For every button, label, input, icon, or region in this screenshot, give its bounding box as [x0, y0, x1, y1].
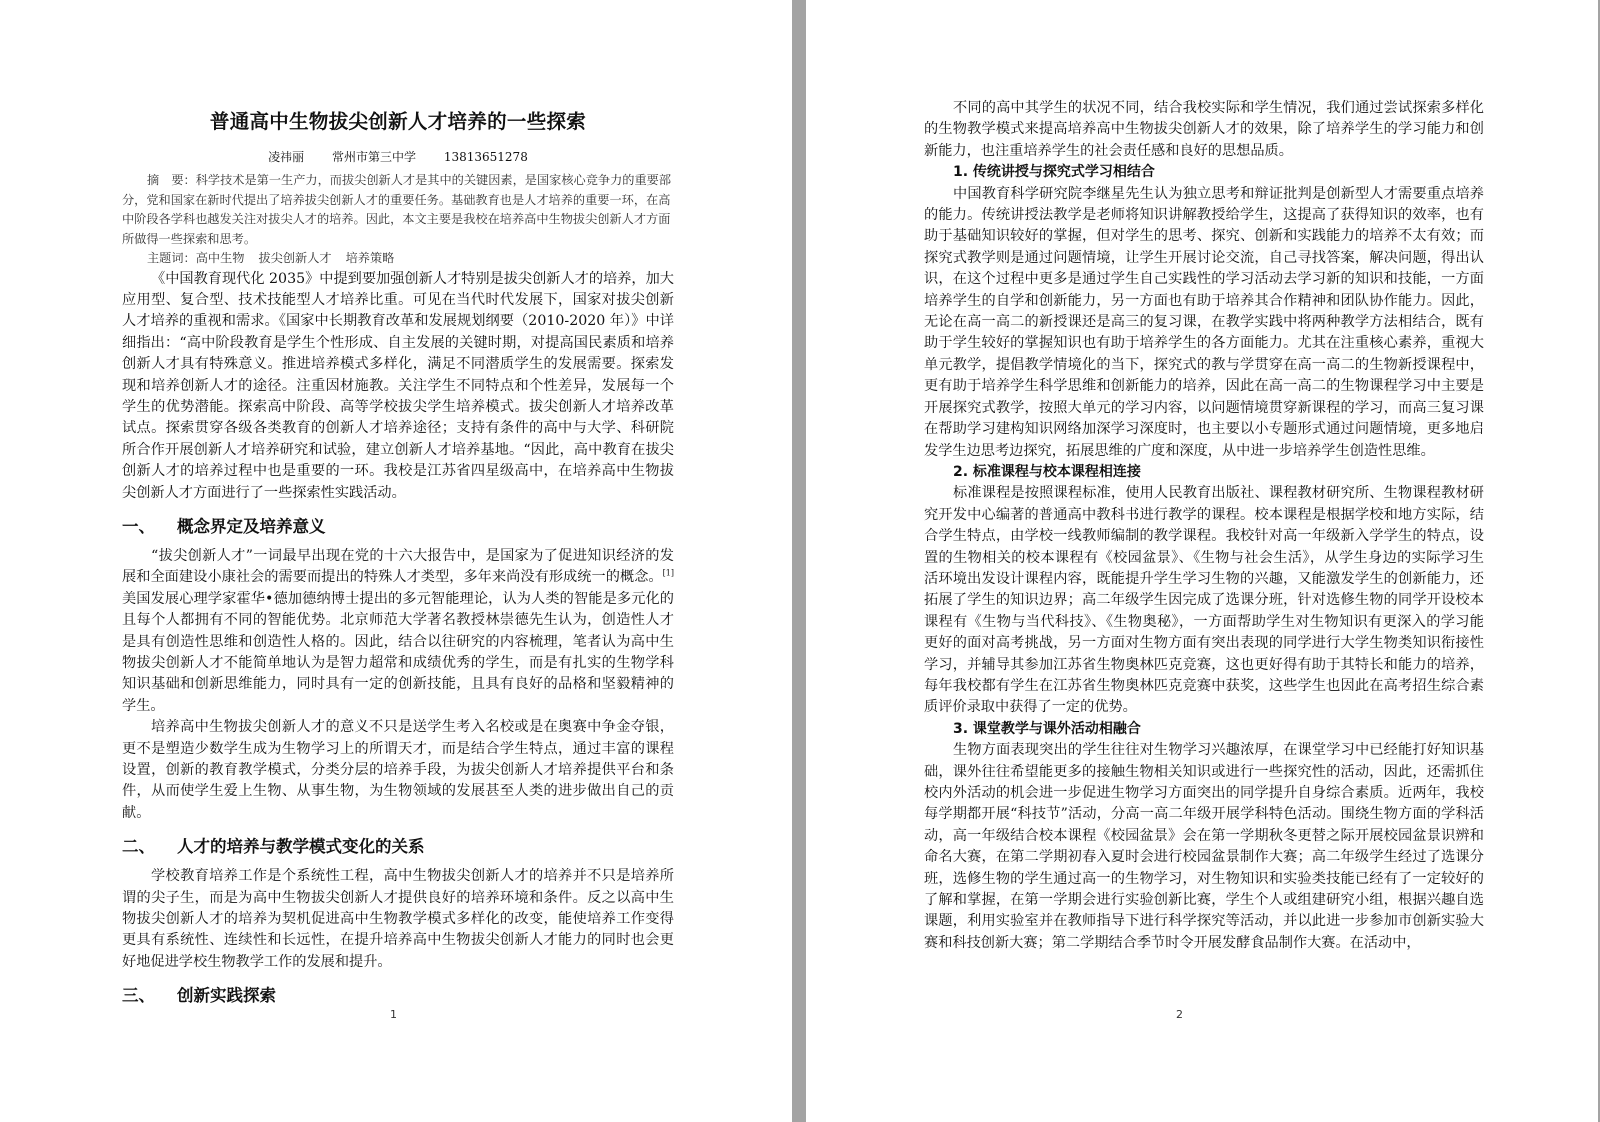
page-2-content — [924, 98, 1484, 954]
author-name: 凌祎丽 — [268, 150, 305, 164]
section-heading-1 — [122, 513, 674, 537]
author-line — [122, 148, 674, 165]
keywords-label: 主题词： — [147, 251, 196, 265]
author-school: 常州市第三中学 — [332, 150, 417, 164]
section-number: 三、 — [122, 986, 155, 1006]
citation-ref: [1] — [662, 568, 674, 578]
document-page-1 — [0, 0, 792, 1122]
body-paragraph: 学校教育培养工作是个系统性工程，高中生物拔尖创新人才的培养并不只是培养所谓的尖子生，而是为高中生物拔尖创新人才提供良好的培养环境和条件。反之以高中生物拔尖创新人才的培养为契机促进高中生物教学模式多样化的改变，能使培养工作变得更具有系统性、连续性和长远性，在提升培养高中生物拔尖创新人才能力的同时也会更好地促进学校生物教学工作的发展和提升。 — [122, 868, 674, 970]
keyword-item: 高中生物 — [195, 251, 245, 265]
body-paragraph: 生物方面表现突出的学生往往对生物学习兴趣浓厚，在课堂学习中已经能打好知识基础，课外往往希望能更多的接触生物相关知识或进行一些探究性的活动，因此，还需抓住校内外活动的机会进一步促进生物学习方面突出的同学提升自身综合素质。近两年，我校每学期都开展“科技节”活动，分高一高二年级开展学科特色活动。围绕生物方面的学科活动，高一年级结合校本课程《校园盆景》会在第一学期秋冬更替之际开展校园盆景识辨和命名大赛，在第二学期初春入夏时会进行校园盆景制作大赛；高二年级学生经过了选课分班，选修生物的学生通过高一的生物学习，对生物知识和实验类技能已经有了一定较好的了解和掌握，在第一学期会进行实验创新比赛，学生个人或组建研究小组，根据兴趣自选课题，利用实验室并在教师指导下进行科学探究等活动，并以此进一步参加市创新实验大赛和科技创新大赛；第二学期结合季节时令开展发酵食品制作大赛。在活动中， — [924, 742, 1484, 951]
section-title: 人才的培养与教学模式变化的关系 — [177, 837, 425, 857]
section-number: 二、 — [122, 837, 155, 857]
section-heading-3 — [122, 982, 674, 1006]
paragraph-text: 美国发展心理学家霍华•德加德纳博士提出的多元智能理论，认为人类的智能是多元化的且每个人都拥有不同的智能优势。北京师范大学著名教授林崇德先生认为，创造性人才是具有创造性思维和创造性人格的。因此，结合以往研究的内容梳理，笔者认为高中生物拔尖创新人才不能简单地认为是智力超常和成绩优秀的学生，而是有扎实的生物学科知识基础和创新思维能力，同时具有一定的创新技能，且具有良好的品格和坚毅精神的学生。 — [122, 590, 674, 714]
body-paragraph — [122, 546, 674, 717]
document-title: 普通高中生物拔尖创新人才培养的一些探索 — [209, 110, 587, 133]
page-number: 2 — [1176, 1008, 1183, 1021]
body-paragraph: 中国教育科学研究院李继星先生认为独立思考和辩证批判是创新型人才需要重点培养的能力。传统讲授法教学是老师将知识讲解教授给学生，这提高了获得知识的效率，也有助于基础知识较好的掌握，但对学生的思考、探究、创新和实践能力的培养不太有效；而探究式教学则是通过问题情境，让学生开展讨论交流，自己寻找答案，解决问题，得出认识，在这个过程中更多是通过学生自己实践性的学习活动去学习新的知识和技能，一方面培养学生的自学和创新能力，另一方面也有助于培养其合作精神和团队协作能力。因此，无论在高一高二的新授课还是高三的复习课，在教学实践中将两种教学方法相结合，既有助于学生较好的掌握知识也有助于培养学生的各方面能力。尤其在注重核心素养，重视大单元教学，提倡教学情境化的当下，探究式的教与学贯穿在高一高二的生物新授课程中，更有助于培养学生科学思维和创新能力的培养，因此在高一高二的生物课程学习中主要是开展探究式教学，按照大单元的学习内容，以问题情境贯穿新课程的学习，而高三复习课在帮助学习建构知识网络加深学习深度时，也主要以小专题形式通过问题情境，更多地启发学生边思考边探究，拓展思维的广度和深度，从中进一步培养学生创造性思维。 — [924, 185, 1484, 459]
subsection-heading-2: 2. 标准课程与校本课程相连接 — [953, 463, 1141, 480]
subsection-heading-3: 3. 课堂教学与课外活动相融合 — [953, 720, 1141, 737]
subsection-heading-1: 1. 传统讲授与探究式学习相结合 — [953, 164, 1155, 181]
intro-paragraph: 《中国教育现代化 2035》中提到要加强创新人才特别是拔尖创新人才的培养，加大应用型、复合型、技术技能型人才培养比重。可见在当代时代发展下，国家对拔尖创新人才培养的重视和需求。《国家中长期教育改革和发展规划纲要（2010-2020 年）》中详细指出：“高中阶段教育是学生个性形成、自主发展的关键时期，对提高国民素质和培养创新人才具有特殊意义。推进培养模式多样化，满足不同潜质学生的发展需要。探索发现和培养创新人才的途径。注重因材施教。关注学生不同特点和个性差异，发展每一个学生的优势潜能。探索高中阶段、高等学校拔尖学生培养模式。拔尖创新人才培养改革试点。探索贯穿各级各类教育的创新人才培养途径；支持有条件的高中与大学、科研院所合作开展创新人才培养研究和试验，建立创新人才培养基地。“因此，高中教育在拔尖创新人才的培养过程中也是重要的一环。我校是江苏省四星级高中，在培养高中生物拔尖创新人才方面进行了一些探索性实践活动。 — [122, 270, 674, 501]
keyword-item: 培养策略 — [345, 251, 395, 265]
author-phone: 13813651278 — [443, 150, 528, 164]
keyword-item: 拔尖创新人才 — [258, 251, 332, 265]
body-paragraph: 标准课程是按照课程标准，使用人民教育出版社、课程教材研究所、生物课程教材研究开发中心编著的普通高中教科书进行教学的课程。校本课程是根据学校和地方实际，结合学生特点，由学校一线教师编制的教学课程。我校针对高一年级新入学学生的特点，设置的生物相关的校本课程有《校园盆景》、《生物与社会生活》，从学生身边的实际学习生活环境出发设计课程内容，既能提升学生学习生物的兴趣，又能激发学生的创新能力，还拓展了学生的知识边界；高二年级学生因完成了选课分班，针对选修生物的同学开设校本课程有《生物与当代科技》、《生物奥秘》，一方面帮助学生对生物知识有更深入的学习能更好的面对高考挑战，另一方面对生物方面有突出表现的同学进行大学生物类知识衔接性学习，并辅导其参加江苏省生物奥林匹克竞赛，这也更好得有助于其特长和能力的培养，每年我校都有学生在江苏省生物奥林匹克竞赛中获奖，这些学生也因此在高考招生综合素质评价录取中获得了一定的优势。 — [924, 485, 1484, 716]
body-paragraph: 不同的高中其学生的状况不同，结合我校实际和学生情况，我们通过尝试探索多样化的生物教学模式来提高培养高中生物拔尖创新人才的效果，除了培养学生的学习能力和创新能力，也注重培养学生的社会责任感和良好的思想品质。 — [924, 100, 1484, 159]
document-page-2 — [806, 0, 1598, 1122]
section-title: 创新实践探索 — [177, 986, 276, 1006]
section-heading-2 — [122, 833, 674, 857]
abstract: 摘 要：科学技术是第一生产力，而拔尖创新人才是其中的关键因素，是国家核心竞争力的重要部分，党和国家在新时代提出了培养拔尖创新人才的重要任务。基础教育也是人才培养的重要一环，在高中阶段各学科也越发关注对拔尖人才的培养。因此，本文主要是我校在培养高中生物拔尖创新人才方面所做得一些探索和思考。 — [122, 173, 672, 246]
keywords — [122, 249, 674, 269]
section-title: 概念界定及培养意义 — [177, 516, 326, 536]
page-1-content — [122, 106, 674, 1015]
section-number: 一、 — [122, 516, 155, 536]
page-number: 1 — [390, 1008, 397, 1021]
paragraph-text: “拔尖创新人才”一词最早出现在党的十六大报告中，是国家为了促进知识经济的发展和全面建设小康社会的需要而提出的特殊人才类型，多年来尚没有形成统一的概念。 — [122, 547, 674, 586]
body-paragraph: 培养高中生物拔尖创新人才的意义不只是送学生考入名校或是在奥赛中争金夺银，更不是塑造少数学生成为生物学习上的所谓天才，而是结合学生特点，通过丰富的课程设置，创新的教育教学模式，分类分层的培养手段，为拔尖创新人才培养提供平台和条件，从而使学生爱上生物、从事生物，为生物领域的发展甚至人类的进步做出自己的贡献。 — [122, 719, 674, 821]
